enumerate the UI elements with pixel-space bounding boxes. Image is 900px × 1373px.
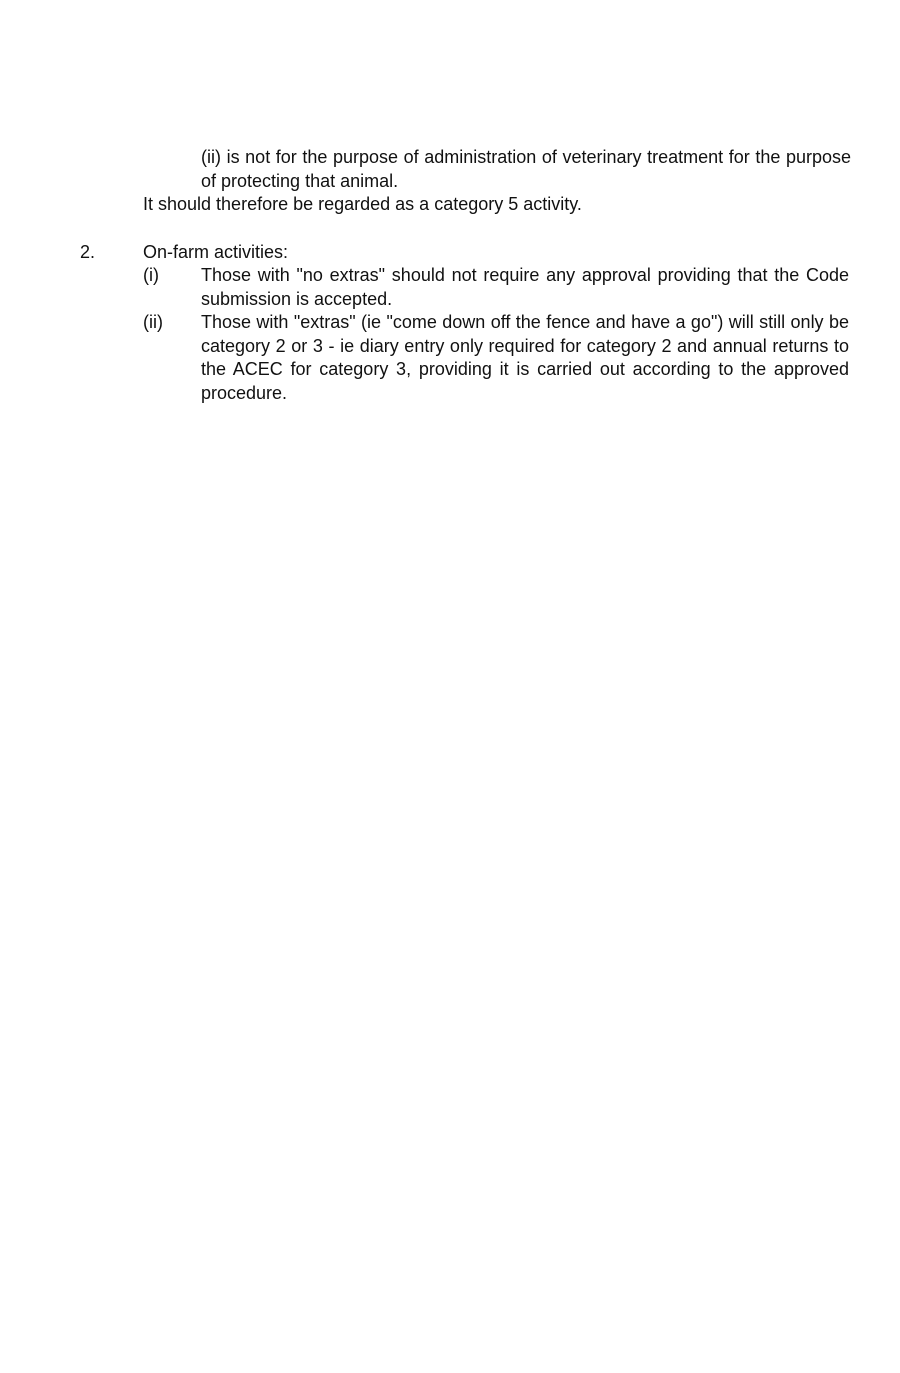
conclusion-sentence: It should therefore be regarded as a category 5 activity.: [143, 194, 582, 214]
list-item-label: (i): [143, 265, 159, 285]
list-item-text: Those with "extras" (ie "come down off the fence and have a go") will still only be category 2 or 3 - ie diary entry only required for category 2 and annual returns to the ACEC for category 3, providing it is carried out according to the approved procedure.: [201, 312, 849, 403]
section-number: 2.: [80, 242, 96, 262]
list-item-text: Those with "no extras" should not require any approval providing that the Code submission is accepted.: [201, 265, 849, 309]
list-item-label: (ii): [143, 312, 163, 332]
section-heading: On-farm activities:: [143, 242, 289, 262]
continued-subclause-text: (ii) is not for the purpose of administration of veterinary treatment for the purpose of protecting that animal.: [201, 147, 851, 191]
